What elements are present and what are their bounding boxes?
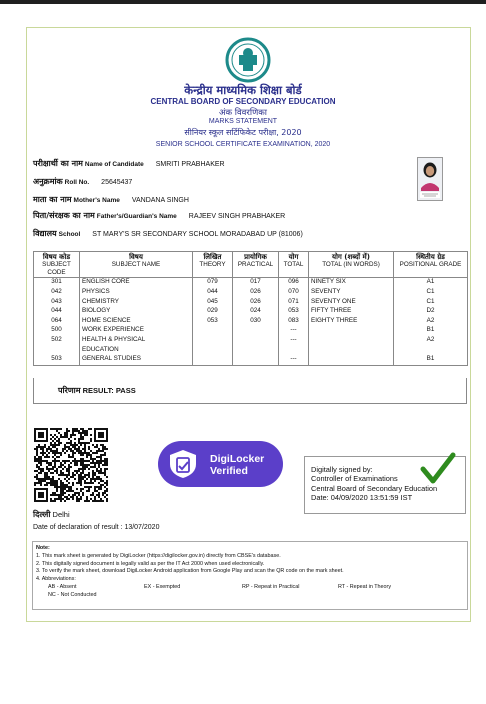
notes-box (32, 541, 468, 610)
abbr-repeat-practical: RP - Repeat in Practical (242, 584, 300, 591)
checkmark-icon (420, 452, 456, 486)
mother-name-field (33, 194, 189, 205)
candidate-photo (417, 157, 443, 201)
table-row: 042 PHYSICS 044 026 070 SEVENTY C1 (34, 288, 468, 298)
digilocker-line2: Verified (210, 465, 248, 478)
board-name-hindi: केन्द्रीय माध्यमिक शिक्षा बोर्ड (184, 83, 302, 97)
header-total: योग TOTAL (279, 252, 309, 278)
father-value: RAJEEV SINGH PRABHAKER (188, 213, 286, 220)
digilocker-shield-icon (166, 448, 200, 480)
candidate-name-field (33, 158, 225, 169)
statement-title-hindi: अंक विवरणिका (219, 108, 267, 118)
candidate-name-value: SMRITI PRABHAKER (155, 161, 225, 168)
school-label: School (58, 231, 81, 238)
abbreviations-row (36, 584, 464, 592)
result-value: PASS (115, 386, 136, 395)
digilocker-verified-badge (158, 441, 283, 487)
candidate-photo-image (418, 158, 442, 200)
table-row: 301 ENGLISH CORE 079 017 096 NINETY SIX A1 (34, 278, 468, 288)
father-label: Father's/Guardian's Name (96, 213, 177, 220)
place-of-issue (33, 509, 70, 520)
note-item: 4. Abbreviations: (36, 576, 76, 583)
signature-line2: Controller of Examinations (311, 474, 398, 484)
cbse-logo-icon (225, 37, 271, 83)
exam-title-english: SENIOR SCHOOL CERTIFICATE EXAMINATION, 2020 (155, 141, 331, 148)
notes-title: Note: (36, 545, 50, 551)
father-name-field (33, 210, 285, 221)
header-total-words: योग (शब्दों में) TOTAL (IN WORDS) (309, 252, 394, 278)
top-bar (0, 0, 486, 4)
signature-line4: Date: 04/09/2020 13:51:59 IST (311, 492, 413, 502)
roll-label: Roll No. (64, 179, 90, 186)
table-row: 500 WORK EXPERIENCE --- B1 (34, 326, 468, 336)
place-english: Delhi (52, 510, 70, 519)
result-label-hindi: परिणाम (58, 386, 81, 395)
abbr-absent: AB - Absent (48, 584, 77, 591)
header-subject-code: विषय कोड SUBJECT CODE (34, 252, 80, 278)
marks-table (33, 251, 468, 366)
roll-value: 25645437 (101, 179, 133, 186)
table-row: EDUCATION (34, 346, 468, 356)
exam-title-hindi: सीनियर स्कूल सर्टिफिकेट परीक्षा, 2020 (184, 128, 302, 137)
school-field (33, 228, 303, 239)
table-row: 503 GENERAL STUDIES --- B1 (34, 355, 468, 365)
statement-title-english: MARKS STATEMENT (208, 118, 278, 125)
signature-line1: Digitally signed by: (311, 465, 373, 474)
digilocker-text (210, 453, 264, 477)
abbr-exempted: EX - Exempted (144, 584, 181, 591)
board-name-english: CENTRAL BOARD OF SECONDARY EDUCATION (150, 97, 336, 106)
result-box (33, 378, 467, 404)
digilocker-line1: DigiLocker (210, 453, 265, 465)
header-practical: प्रायोगिक PRACTICAL (233, 252, 279, 278)
qr-code-icon (34, 428, 108, 502)
roll-label-hindi: अनुक्रमांक (33, 177, 63, 186)
note-item: 1. This mark sheet is generated by DigiLocker (https://digilocker.gov.in) directly from CBSE's database. (36, 552, 281, 559)
abbr-not-conducted: NC - Not Conducted (48, 592, 97, 599)
place-hindi: दिल्ली (33, 510, 51, 519)
result-line (58, 385, 136, 396)
table-row: 044 BIOLOGY 029 024 053 FIFTY THREE D2 (34, 307, 468, 317)
candidate-name-label: Name of Candidate (84, 161, 144, 168)
header-theory: लिखित THEORY (193, 252, 233, 278)
roll-number-field (33, 176, 132, 187)
table-row: 502 HEALTH & PHYSICAL --- A2 (34, 336, 468, 346)
mother-label: Mother's Name (73, 197, 120, 204)
mother-value: VANDANA SINGH (131, 197, 189, 204)
table-row: 043 CHEMISTRY 045 026 071 SEVENTY ONE C1 (34, 298, 468, 308)
school-value: ST MARY'S SR SECONDARY SCHOOL MORADABAD UP (81006) (92, 231, 303, 238)
school-label-hindi: विद्यालय (33, 229, 57, 238)
marks-header-row (34, 252, 468, 278)
father-label-hindi: पिता/संरक्षक का नाम (33, 211, 95, 220)
abbr-repeat-theory: RT - Repeat in Theory (338, 584, 392, 591)
header-grade: स्थितीय ग्रेड POSITIONAL GRADE (394, 252, 468, 278)
header-subject-name: विषय SUBJECT NAME (80, 252, 193, 278)
candidate-name-label-hindi: परीक्षार्थी का नाम (33, 159, 83, 168)
table-row: 064 HOME SCIENCE 053 030 083 EIGHTY THREE A2 (34, 317, 468, 327)
note-item: 2. This digitally signed document is legally valid as per the IT Act 2000 when used electronically. (36, 560, 265, 567)
note-item: 3. To verify the mark sheet, download DigiLocker Android application from Google Play and scan the QR code on the mark sheet. (36, 568, 344, 575)
signature-line3: Central Board of Secondary Education (311, 483, 438, 493)
mother-label-hindi: माता का नाम (33, 195, 72, 204)
declaration-date: Date of declaration of result : 13/07/2020 (33, 524, 160, 531)
result-label: RESULT: (82, 386, 114, 395)
